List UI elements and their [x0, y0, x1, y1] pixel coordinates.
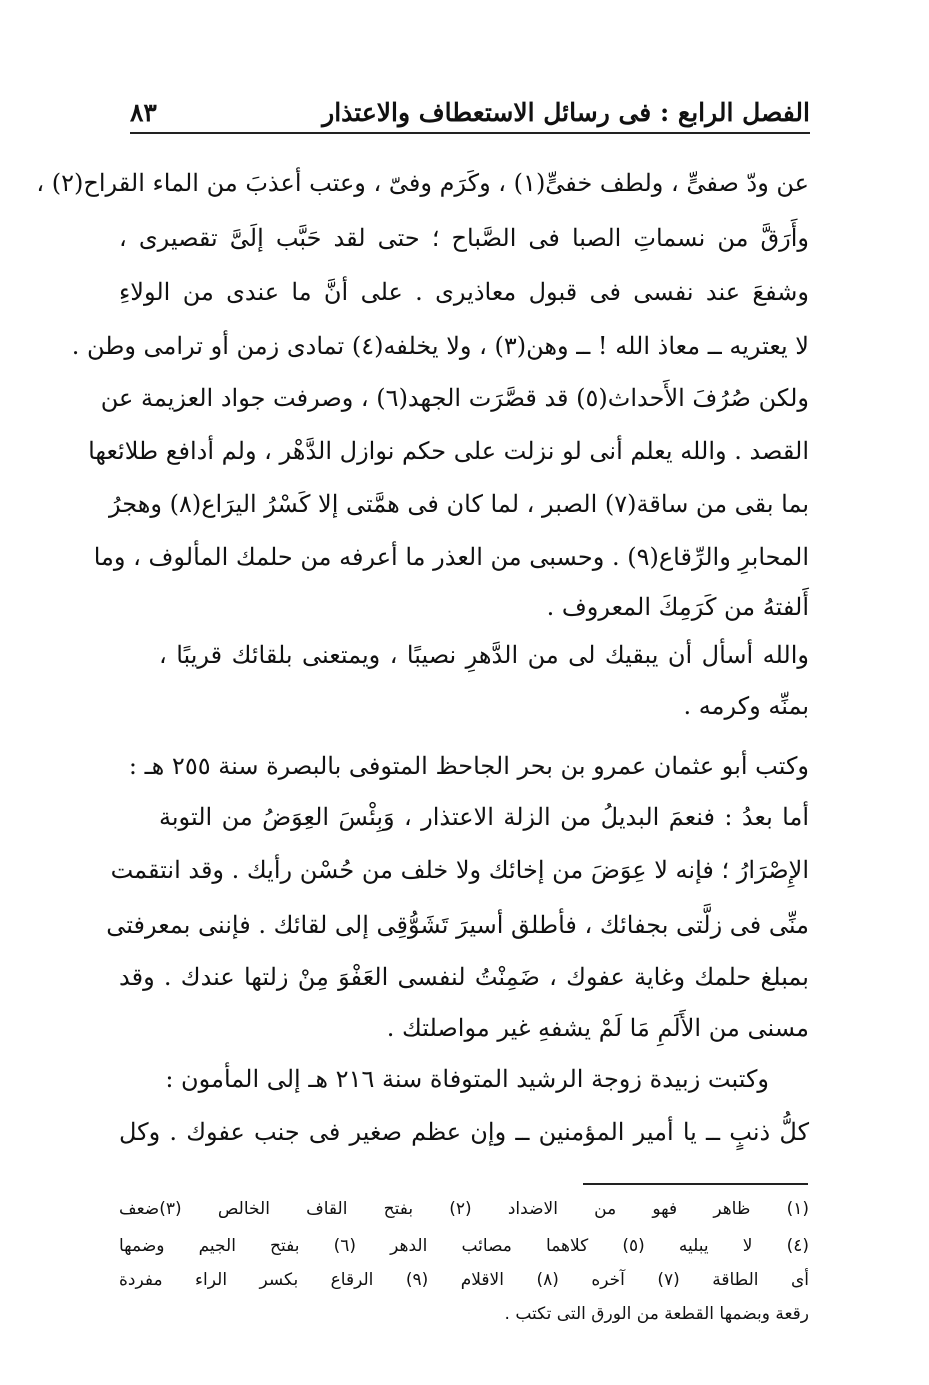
text-line: أما بعدُ : فنعمَ البديلُ من الزلة الاعتذار ، وَبِئْسَ العِوَضُ من التوبة	[159, 803, 809, 831]
text-line: عن ودّ صفىٍّ ، ولطف خفىٍّ(١) ، وكَرَم وفىّ ، وعتب أعذبَ من الماء القراح(٢) ،	[36, 169, 809, 197]
text-line: أَلفتهُ من كَرَمِكَ المعروف .	[546, 593, 809, 621]
text-line: المحابرِ والرِّقاع(٩) . وحسبى من العذر ما أعرفه من حلمك المألوف ، وما	[93, 543, 809, 571]
page-number: ٨٣	[130, 97, 157, 127]
text-line: القصد . والله يعلم أنى لو نزلت على حكم نوازل الدَّهْر ، ولم أدافع طلائعها	[88, 437, 809, 465]
text-line: وأَرَقَّ من نسماتِ الصبا فى الصَّباح ؛ حتى لقد حَبَّب إلَىَّ تقصيرى ،	[119, 224, 809, 252]
text-line: الإِصْرَارُ ؛ فإنه لا عِوَضَ من إخائك ولا خلف من حُسْن رأيك . وقد انتقمت	[110, 856, 809, 884]
footnote-line: أى الطاقة (٧) آخره (٨) الاقلام (٩) الرقاع بكسر الراء مفردة	[119, 1270, 809, 1290]
text-line: بمبلغ حلمك وغاية عفوك ، ضَمِنْتُ لنفسى العَفْوَ مِنْ زلتها عندك . وقد	[119, 963, 809, 991]
text-line: منِّى فى زلَّتى بجفائك ، فأطلق أسيرَ تَشَوُّقِى إلى لقائك . فإننى بمعرفتى	[106, 911, 809, 939]
text-line: والله أسأل أن يبقيك لى من الدَّهرِ نصيبًا ، ويمتعنى بلقائك قريبًا ،	[159, 641, 809, 669]
header-rule	[130, 132, 810, 134]
text-line: لا يعتريه ــ معاذ الله ! ــ وهن(٣) ، ولا يخلفه(٤) تمادى زمن أو ترامى وطن .	[71, 332, 809, 360]
text-line: وكتبت زبيدة زوجة الرشيد المتوفاة سنة ٢١٦ هـ إلى المأمون :	[165, 1065, 769, 1093]
text-line: ولكن صُرُفَ الأَحداث(٥) قد قصَّرَت الجهد(٦) ، وصرفت جواد العزيمة عن	[100, 384, 809, 412]
running-header	[130, 92, 810, 132]
text-line: كلُّ ذنبٍ ــ يا أمير المؤمنين ــ وإن عظم صغير فى جنب عفوك . وكل	[119, 1118, 809, 1146]
chapter-title: الفصل الرابع : فى رسائل الاستعطاف والاعتذار	[322, 97, 810, 127]
text-line: وشفعَ عند نفسى فى قبول معاذيرى . على أنَّ ما عندى من الولاءِ	[119, 278, 809, 306]
footnote-line: (٤) لا يبليه (٥) كلاهما مصائب الدهر (٦) بفتح الجيم وضمها	[119, 1236, 810, 1256]
footnote-rule	[583, 1183, 808, 1185]
text-line: وكتب أبو عثمان عمرو بن بحر الجاحظ المتوفى بالبصرة سنة ٢٥٥ هـ :	[128, 752, 809, 780]
footnote-line: (١) ظاهر فهو من الاضداد (٢) بفتح القاف الخالص (٣)ضعف	[119, 1199, 809, 1219]
footnote-line: رقعة وبضمها القطعة من الورق التى تكتب .	[504, 1304, 809, 1324]
text-line: مسنى من الأَلَمِ مَا لَمْ يشفهِ غير مواصلتك .	[386, 1014, 809, 1042]
text-line: بما بقى من ساقة(٧) الصبر ، لما كان فى همَّتى إلا كَسْرُ اليرَاع(٨) وهجرُ	[108, 490, 809, 518]
text-line: بمنِّه وكرمه .	[683, 692, 809, 720]
